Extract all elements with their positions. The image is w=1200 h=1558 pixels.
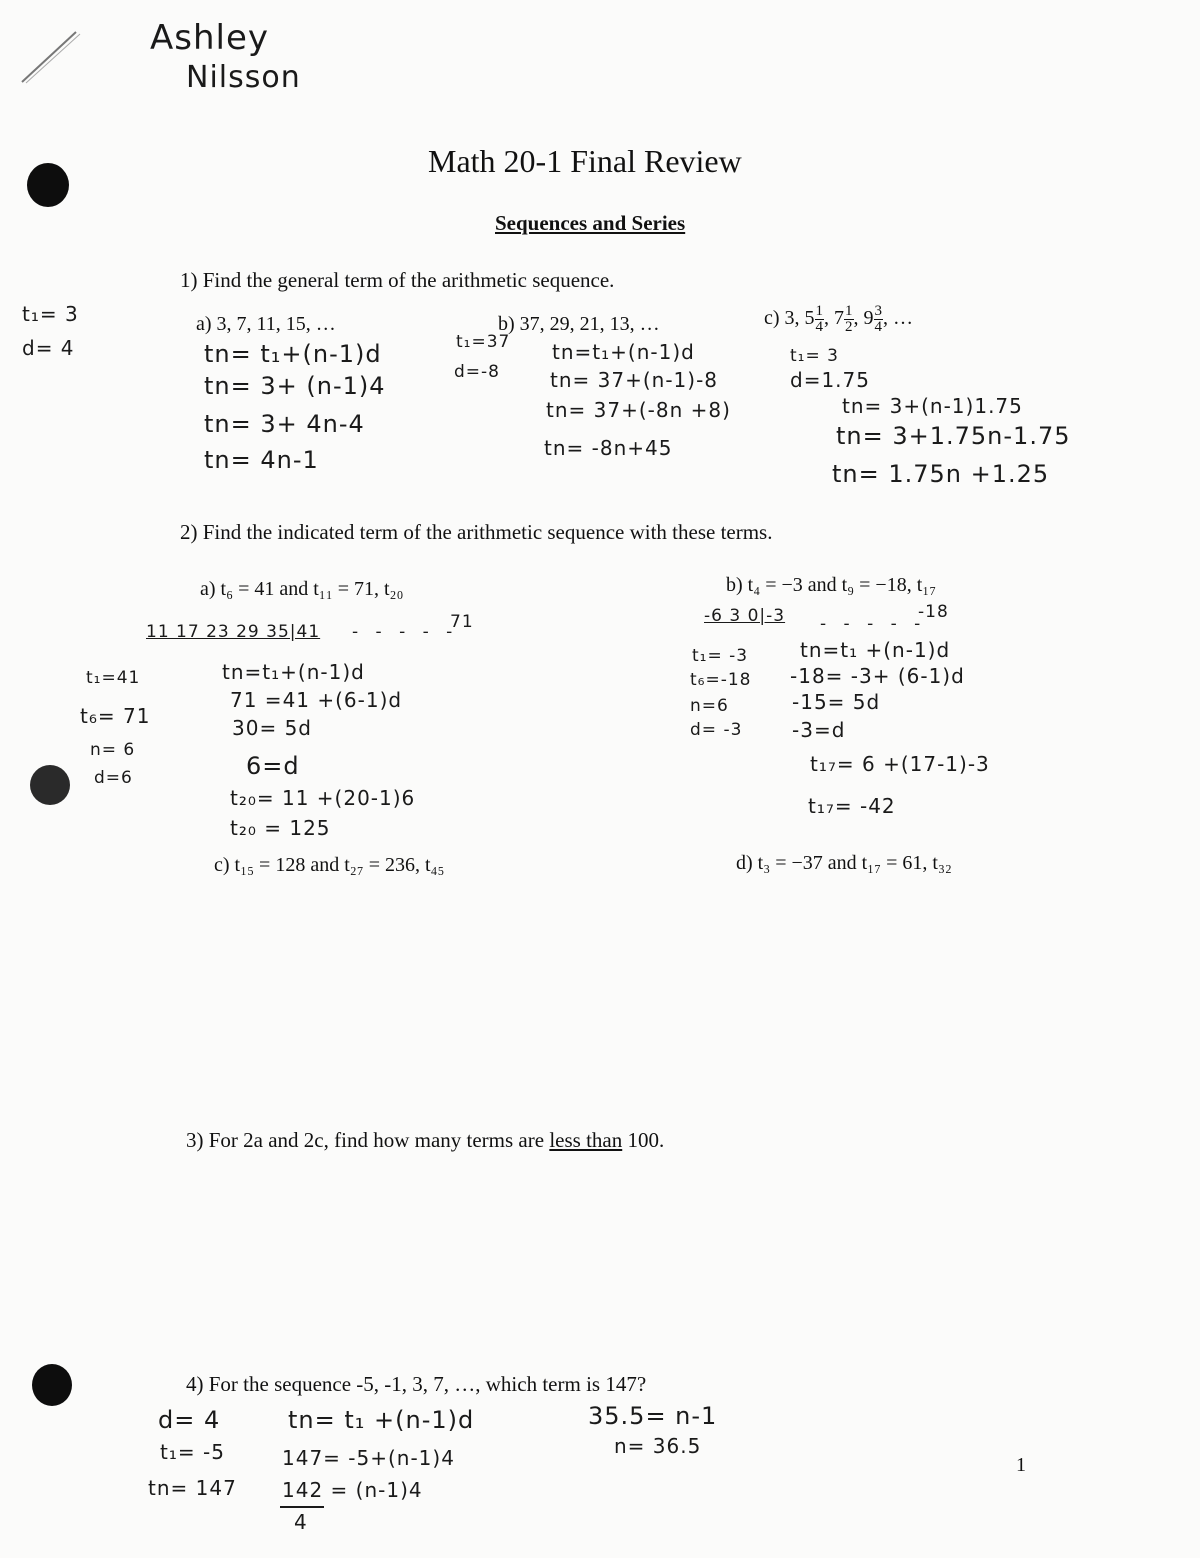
q2a-work-line: t₂₀= 11 +(20-1)6 — [230, 786, 416, 810]
q1b-given: t₁=37 — [456, 332, 511, 352]
q1c-suffix: , … — [883, 307, 914, 330]
q2b-label: b) t₄ = −3 and t₉ = −18, t₁₇ — [726, 574, 937, 596]
q2b-given: t₆=-18 — [690, 670, 752, 690]
q1c-f1-den: 4 — [815, 319, 824, 335]
q2a-work-line: 6=d — [246, 752, 300, 780]
q2a-given: t₁=41 — [86, 668, 141, 688]
q4-given: t₁= -5 — [160, 1440, 225, 1464]
q2a-given: t₆= 71 — [80, 704, 151, 728]
q3-suffix: 100. — [622, 1128, 665, 1152]
q1c-label — [764, 304, 913, 335]
q1c-given: t₁= 3 — [790, 346, 839, 366]
q2a-sequence: 11 17 23 29 35|41 — [146, 622, 321, 642]
q1c-work-line: tn= 1.75n +1.25 — [832, 460, 1050, 488]
pencil-mark — [18, 28, 82, 86]
q1a-work-line: tn= t₁+(n-1)d — [204, 340, 382, 368]
q1c-work-line: tn= 3+(n-1)1.75 — [842, 394, 1023, 418]
q2b-sequence: -6 3 0|-3 — [704, 606, 786, 626]
page-number: 1 — [1016, 1454, 1026, 1476]
q1b-label: b) 37, 29, 21, 13, … — [498, 313, 660, 335]
q1a-work-line: tn= 4n-1 — [204, 446, 319, 474]
q1a-work-line: tn= 3+ 4n-4 — [204, 410, 365, 438]
q1c-f3-num: 3 — [874, 303, 883, 319]
q1c-work-line: tn= 3+1.75n-1.75 — [836, 422, 1071, 450]
q2a-given: n= 6 — [90, 740, 136, 760]
q1c-f3-den: 4 — [874, 319, 883, 335]
q2b-given: t₁= -3 — [692, 646, 749, 666]
student-last-name: Nilsson — [186, 60, 301, 95]
binder-hole-middle — [30, 765, 70, 805]
q1c-fraction-3 — [874, 304, 884, 335]
q1c-f1-num: 1 — [815, 303, 824, 319]
q4-given: tn= 147 — [148, 1476, 237, 1500]
q2b-sequence-end: -18 — [918, 602, 949, 622]
page-title: Math 20-1 Final Review — [428, 143, 742, 179]
q2b-sequence-dashes: - - - - - — [820, 614, 927, 634]
q2d-label: d) t₃ = −37 and t₁₇ = 61, t₃₂ — [736, 852, 952, 874]
q1a-label: a) 3, 7, 11, 15, … — [196, 313, 336, 335]
q2b-work-line: -15= 5d — [792, 690, 881, 714]
q2b-work-line: tn=t₁ +(n-1)d — [800, 638, 951, 662]
q4-prompt: 4) For the sequence -5, -1, 3, 7, …, which term is 147? — [186, 1372, 647, 1396]
q3-prompt — [186, 1128, 664, 1153]
q4-work-line: tn= t₁ +(n-1)d — [288, 1406, 475, 1434]
q1a-work-line: tn= 3+ (n-1)4 — [204, 372, 386, 400]
q2b-given: d= -3 — [690, 720, 743, 740]
q1c-f2-num: 1 — [845, 303, 853, 319]
q2c-label: c) t₁₅ = 128 and t₂₇ = 236, t₄₅ — [214, 854, 445, 876]
q2-prompt: 2) Find the indicated term of the arithmetic sequence with these terms. — [180, 520, 773, 544]
q4-work-line: 147= -5+(n-1)4 — [282, 1446, 455, 1470]
q1b-work-line: tn= -8n+45 — [544, 436, 673, 460]
section-title: Sequences and Series — [495, 211, 686, 235]
q2b-given: n=6 — [690, 696, 729, 716]
q2b-work-line: -18= -3+ (6-1)d — [790, 664, 965, 688]
q3-underlined: less than — [549, 1128, 623, 1152]
q3-prefix: 3) For 2a and 2c, find how many terms are — [186, 1128, 550, 1152]
q1b-given: d=-8 — [454, 362, 500, 382]
q1c-sep1: , 7 — [824, 307, 845, 330]
q2a-work-line: 30= 5d — [232, 716, 312, 740]
q1c-fraction-1 — [815, 304, 825, 335]
q1-margin-t1: t₁= 3 — [22, 302, 79, 326]
q2b-work-line: t₁₇= 6 +(17-1)-3 — [810, 752, 990, 776]
binder-hole-bottom — [32, 1364, 72, 1406]
q2a-work-line: tn=t₁+(n-1)d — [222, 660, 365, 684]
q1c-prefix: c) 3, 5 — [764, 307, 815, 330]
q2a-work-line: 71 =41 +(6-1)d — [230, 688, 403, 712]
q2a-work-line: t₂₀ = 125 — [230, 816, 331, 840]
q2a-label: a) t₆ = 41 and t₁₁ = 71, t₂₀ — [200, 578, 404, 600]
q1b-work-line: tn= 37+(n-1)-8 — [550, 368, 719, 392]
q2a-given: d=6 — [94, 768, 133, 788]
q4-result: n= 36.5 — [614, 1434, 702, 1458]
q4-given: d= 4 — [158, 1406, 221, 1434]
q1b-work-line: tn= 37+(-8n +8) — [546, 398, 731, 422]
q2b-work-line: -3=d — [792, 718, 846, 742]
q1c-sep2: , 9 — [853, 307, 874, 330]
q4-fraction-bar — [280, 1506, 324, 1508]
q4-work-line: 4 — [294, 1510, 308, 1534]
q4-work-line: 142 = (n-1)4 — [282, 1478, 423, 1502]
q2a-sequence-end: 71 — [450, 612, 474, 632]
binder-hole-top — [27, 163, 69, 207]
q1-prompt: 1) Find the general term of the arithmetic sequence. — [180, 268, 615, 292]
q1c-f2-den: 2 — [845, 319, 853, 335]
q2b-work-line: t₁₇= -42 — [808, 794, 896, 818]
q4-result: 35.5= n-1 — [588, 1402, 718, 1430]
q1b-work-line: tn=t₁+(n-1)d — [552, 340, 695, 364]
student-first-name: Ashley — [150, 18, 270, 58]
q1-margin-d: d= 4 — [22, 336, 75, 360]
q1c-fraction-2 — [844, 304, 854, 335]
q2a-sequence-dashes: - - - - - — [352, 622, 459, 642]
q1c-given: d=1.75 — [790, 368, 870, 392]
